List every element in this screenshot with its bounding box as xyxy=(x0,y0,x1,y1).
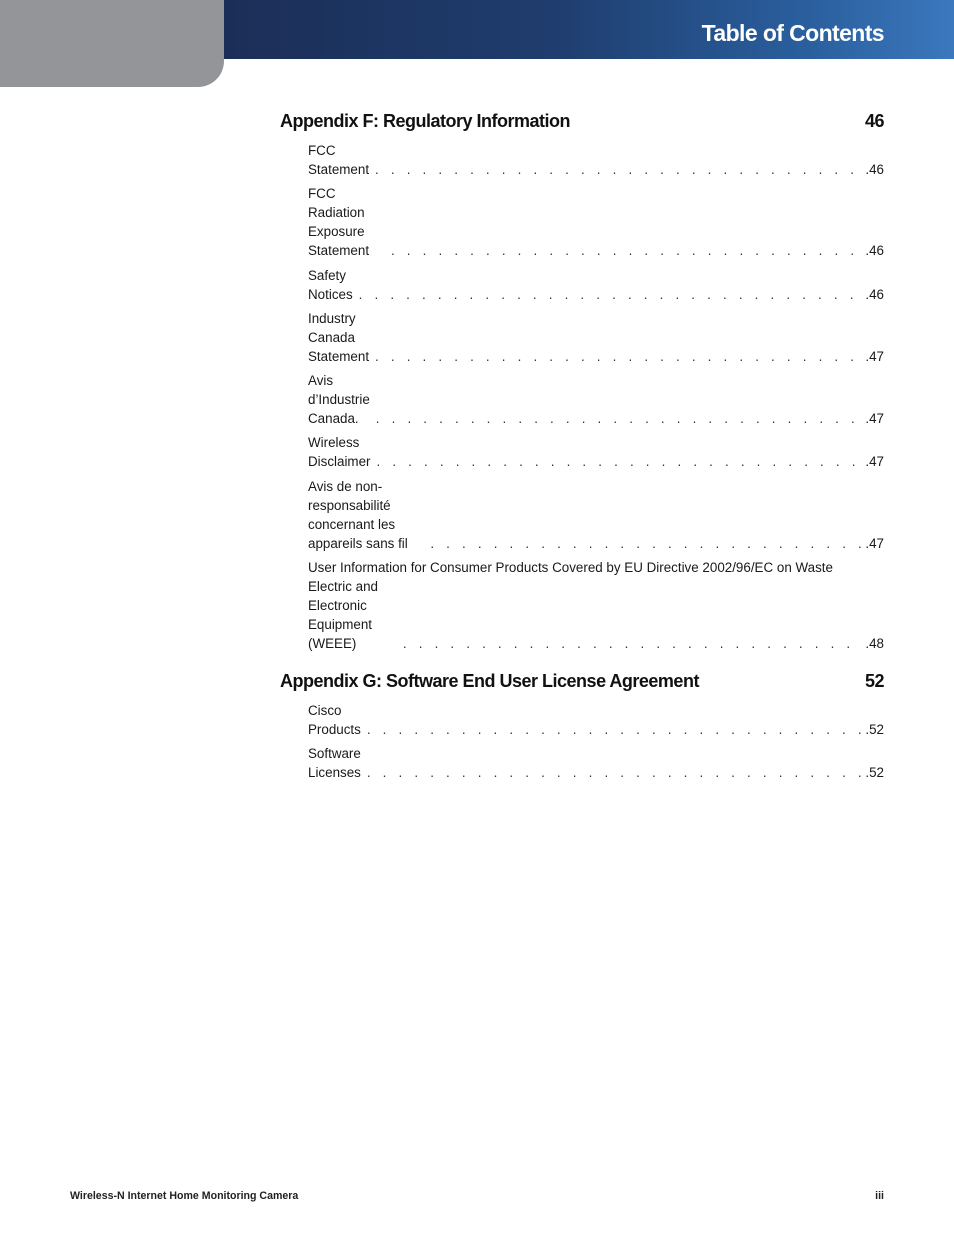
entry-title: Electric and Electronic Equipment (WEEE) xyxy=(308,579,378,652)
entry-title: Cisco Products xyxy=(308,703,361,738)
entry-title: Safety Notices xyxy=(308,267,353,302)
entry-page: .47 xyxy=(865,535,884,551)
section-page: 52 xyxy=(864,671,884,692)
table-of-contents xyxy=(280,110,884,788)
entry-title: FCC Radiation Exposure Statement xyxy=(308,186,370,259)
footer-product-name: Wireless-N Internet Home Monitoring Camera xyxy=(70,1190,299,1202)
entry-page: .46 xyxy=(865,162,884,177)
entry-page: .47 xyxy=(865,348,884,364)
toc-entry[interactable] xyxy=(308,477,884,553)
entry-title: Software Licenses xyxy=(308,746,361,781)
toc-entry[interactable] xyxy=(308,558,884,653)
section-entries xyxy=(280,141,884,653)
entry-page: .48 xyxy=(865,636,884,652)
dot-leader xyxy=(369,160,863,179)
dot-leader xyxy=(424,534,863,553)
section-title: Appendix F: Regulatory Information xyxy=(280,111,571,131)
dot-leader xyxy=(371,452,864,471)
dot-leader xyxy=(353,285,864,304)
page-title: Table of Contents xyxy=(701,20,884,46)
toc-section-appendix-f xyxy=(280,110,884,653)
toc-entry[interactable] xyxy=(308,309,884,366)
toc-section-appendix-g xyxy=(280,670,884,782)
dot-leader xyxy=(385,241,863,260)
header-bar xyxy=(224,0,954,59)
dot-leader xyxy=(370,409,864,428)
section-entries xyxy=(280,701,884,782)
toc-entry[interactable] xyxy=(308,371,884,428)
entry-page: .52 xyxy=(865,765,884,781)
footer-page-number: iii xyxy=(875,1190,884,1202)
section-page: 46 xyxy=(864,111,884,131)
dot-leader xyxy=(361,720,864,739)
toc-entry[interactable] xyxy=(308,701,884,739)
entry-title: Industry Canada Statement xyxy=(308,310,370,364)
entry-title: Avis de non-responsabilité concernant les appareils sans fil xyxy=(308,478,408,551)
entry-page: .47 xyxy=(865,454,884,470)
dot-leader xyxy=(369,347,863,366)
entry-title-line2 xyxy=(308,577,884,653)
toc-entry[interactable] xyxy=(308,744,884,782)
entry-title: Wireless Disclaimer xyxy=(308,435,371,470)
toc-entry[interactable] xyxy=(308,141,884,179)
section-heading[interactable] xyxy=(280,670,884,692)
section-heading[interactable] xyxy=(280,110,884,132)
entry-title-line1: User Information for Consumer Products Covered by EU Directive 2002/96/EC on Waste xyxy=(308,560,833,576)
entry-title: Avis d’Industrie Canada. xyxy=(308,373,370,427)
toc-entry[interactable] xyxy=(308,184,884,260)
entry-page: .52 xyxy=(865,722,884,738)
entry-page: .46 xyxy=(865,243,884,259)
section-title: Appendix G: Software End User License Agreement xyxy=(280,671,699,692)
entry-page: .46 xyxy=(865,286,884,302)
toc-entry[interactable] xyxy=(308,433,884,471)
dot-leader xyxy=(397,634,863,653)
header-gray-tab xyxy=(0,0,224,87)
toc-entry[interactable] xyxy=(308,266,884,304)
dot-leader xyxy=(361,763,864,782)
entry-title: FCC Statement xyxy=(308,143,370,177)
entry-page: .47 xyxy=(865,411,884,427)
